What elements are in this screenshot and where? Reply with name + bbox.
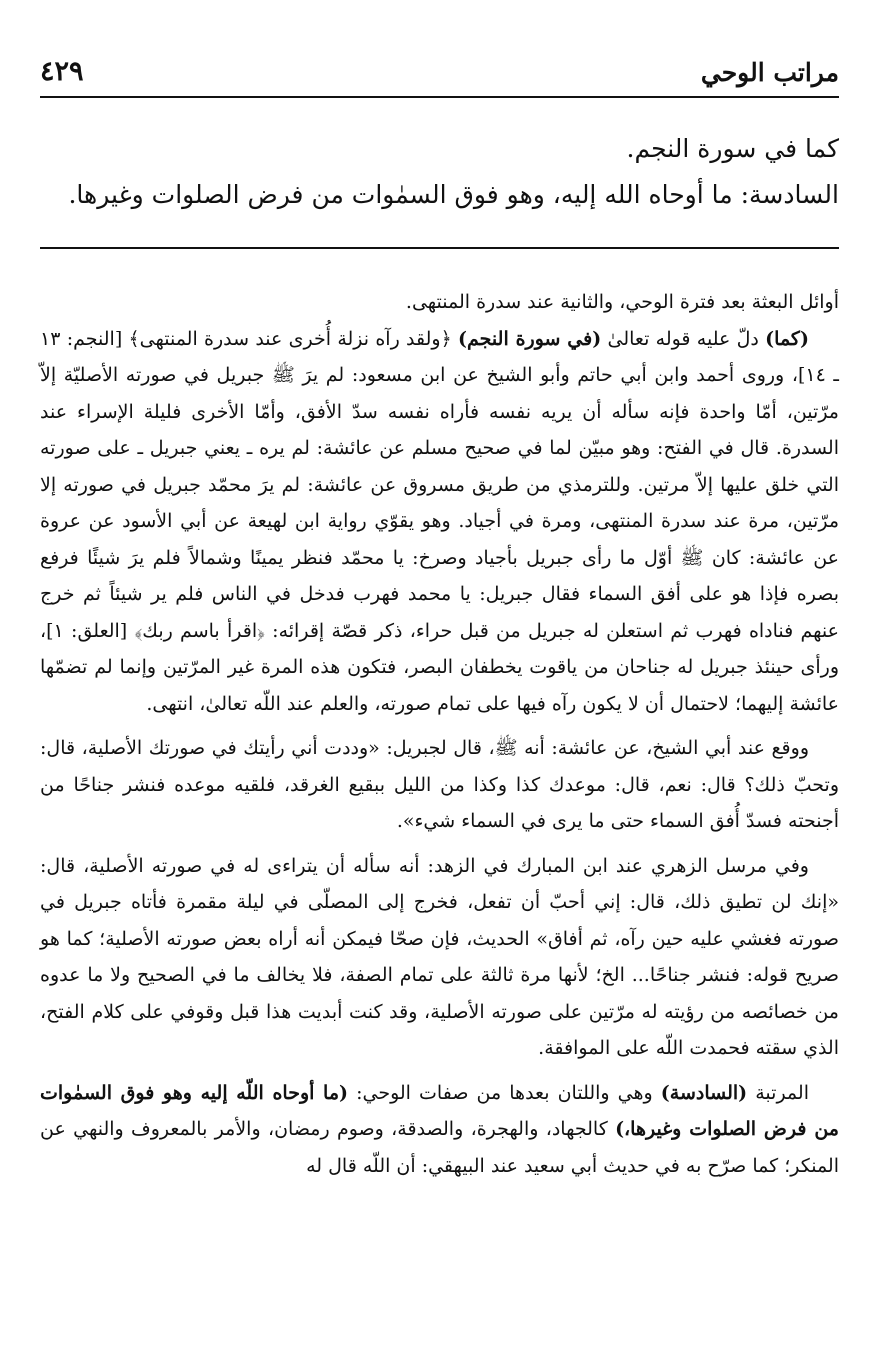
commentary-paragraph-2 bbox=[40, 321, 839, 723]
running-title: مراتب الوحي bbox=[700, 58, 839, 87]
bold-term-sixth: (السادسة) bbox=[660, 1081, 748, 1104]
commentary-text: دلّ عليه قوله تعالىٰ bbox=[601, 327, 766, 350]
commentary-section bbox=[40, 284, 839, 1184]
commentary-text: ﴿ولقد رآه نزلة أُخرى عند سدرة المنتهى﴾ [النجم: ١٣ ـ ١٤]، وروى أحمد وابن أبي حاتم وأبو الشيخ عن ابن مسعود: لم يرَ ﷺ جبريل في صورته الأصليّة إلاّ مرّتين، أمّا واحدة فإنه سأله أن يريه نفسه فأراه نفسه سدّ الأفق، وأمّا الأخرى فليلة الإسراء عند السدرة. قال في الفتح: وهو مبيّن لما في صحيح مسلم عن عائشة: لم يره ـ يعني جبريل ـ على صورته التي خلق عليها إلاّ مرتين. وللترمذي من طريق مسروق عن عائشة: لم يرَ محمّد جبريل في صورته إلا مرّتين، مرة عند سدرة المنتهى، ومرة في أجياد. وهو يقوّي رواية ابن لهيعة عن أبي الأسود عن عروة عن عائشة: كان ﷺ أوّل ما رأى جبريل بأجياد وصرخ: يا محمّد فنظر يمينًا وشمالاً فلم يرَ شيئًا فرفع بصره فإذا هو على أفق السماء فقال جبريل: يا محمد فهرب فدخل في الناس فلم ير شيئاً ثم خرج عنهم فناداه فهرب ثم استعلن له جبريل من قبل حراء، ذكر قصّة إقرائه: ﴿اقرأ باسم ربك﴾ [العلق: ١]، ورأى حينئذ جبريل له جناحان من ياقوت يخطفان البصر، فتكون هذه المرة غير المرّتين وإنما لم تضمّها عائشة إليهما؛ لاحتمال أن لا يكون رآه فيها على تمام صورته، والعلم عند اللّه تعالىٰ، انتهى. bbox=[40, 327, 839, 715]
bold-quoted-text: (ما أوحاه اللّه إليه وهو فوق السمٰوات من فرض الصلوات وغيرها،) bbox=[40, 1081, 839, 1140]
commentary-paragraph-3: ووقع عند أبي الشيخ، عن عائشة: أنه ﷺ، قال لجبريل: «وددت أني رأيتك في صورتك الأصلية، قال: وتحبّ ذلك؟ قال: نعم، قال: موعدك كذا وكذا من الليل ببقيع الغرقد، فلقيه موعده فنشر جناحًا من أجنحته فسدّ أُفق السماء حتى ما يرى في السماء شيء». bbox=[40, 737, 839, 832]
page-number: ٤٢٩ bbox=[40, 56, 84, 87]
main-text bbox=[40, 126, 839, 218]
commentary-text: المرتبة bbox=[747, 1081, 809, 1104]
commentary-paragraph-4: وفي مرسل الزهري عند ابن المبارك في الزهد: أنه سأله أن يتراءى له في صورته الأصلية، قال: «إنك لن تطيق ذلك، قال: إني أحبّ أن تفعل، فخرج إلى المصلّى في ليلة مقمرة فأتاه جبريل في صورته فغشي عليه حين رآه، ثم أفاق» الحديث، فإن صحّا فيمكن أنه أراه بعض صورته الأصلية؛ كما هو صريح قوله: فنشر جناحًا... الخ؛ لأنها مرة ثالثة على تمام الصفة، فلا يخالف ما في الصحيح ولا ما عدوه من خصائصه من رؤيته له مرّتين على صورته الأصلية، وقد كنت أبديت هذا قبل وقوفي على كلام الفتح، الذي سقته فحمدت اللّه على الموافقة. bbox=[40, 854, 839, 1059]
bold-term-kama: (كما) bbox=[765, 327, 809, 350]
commentary-text: كالجهاد، والهجرة، والصدقة، وصوم رمضان، والأمر بالمعروف والنهي عن المنكر؛ كما صرّح به في حديث أبي سعيد عند البيهقي: أن اللّه قال له bbox=[40, 1118, 839, 1177]
commentary-paragraph-1: أوائل البعثة بعد فترة الوحي، والثانية عند سدرة المنتهى. bbox=[405, 291, 839, 313]
bold-term-surah: (في سورة النجم) bbox=[458, 327, 602, 350]
main-line-1: كما في سورة النجم. bbox=[626, 134, 839, 163]
commentary-paragraph-5 bbox=[40, 1075, 839, 1185]
main-line-2: السادسة: ما أوحاه الله إليه، وهو فوق السمٰوات من فرض الصلوات وغيرها. bbox=[68, 180, 839, 209]
commentary-text: وهي واللتان بعدها من صفات الوحي: bbox=[348, 1081, 661, 1104]
footnote-separator bbox=[40, 247, 839, 249]
page-header bbox=[40, 56, 839, 98]
